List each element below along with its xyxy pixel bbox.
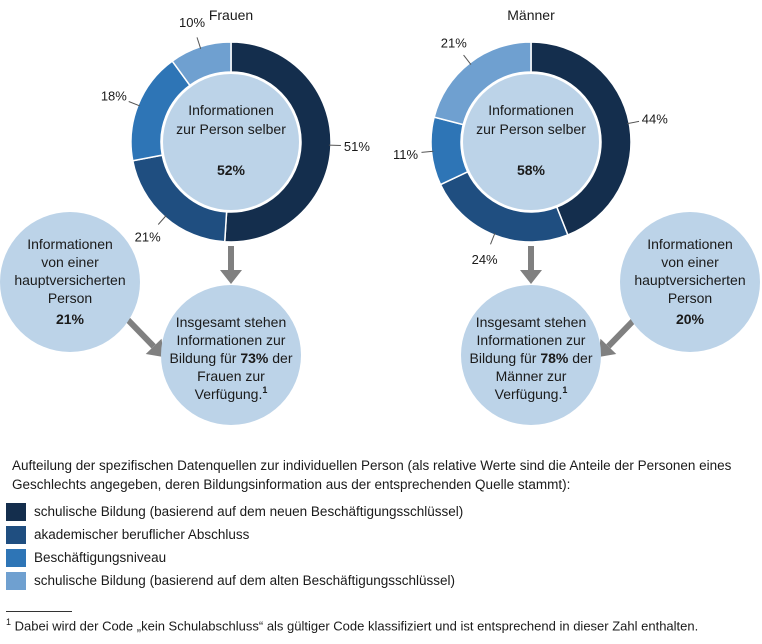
center-label: Informationen [188,102,274,118]
legend [6,456,751,592]
legend-swatch [6,549,26,567]
center-label: zur Person selber [176,121,286,137]
side-bubble-label: hauptversicherten [14,272,126,288]
legend-swatch [6,572,26,590]
legend-label: Beschäftigungsniveau [34,550,167,565]
side-bubble-label: Informationen [647,236,733,252]
legend-item [6,569,751,592]
side-bubble-label: hauptversicherten [634,272,746,288]
slice-label: 21% [134,229,161,245]
footnote-rule [6,611,72,612]
arrow-head [520,270,542,284]
result-percent: 78% [540,350,569,366]
footnote-mark: 1 [562,385,568,395]
side-bubble-label: von einer [661,254,719,270]
result-line: Insgesamt stehen [175,314,287,330]
slice-label: 24% [471,252,498,268]
slice-label: 18% [100,88,127,104]
legend-intro: Aufteilung der spezifischen Datenquellen zur individuellen Person (als relative Werte sind die Anteile der Personen eines Geschlechts angegeben, deren Bildungsinformation aus der entsprechenden Quelle stammt): [12,458,732,492]
center-value: 52% [216,162,246,178]
slice-label: 10% [179,15,206,31]
center-label: Informationen [488,102,574,118]
result-line [170,350,293,366]
result-line: Informationen zur [176,332,286,348]
inner-circle [463,74,599,210]
footnote-mark: 1 [262,385,268,395]
result-text: der [568,350,593,366]
legend-label: schulische Bildung (basierend auf dem alten Beschäftigungsschlüssel) [34,573,455,588]
inner-circle [163,74,299,210]
result-percent: 73% [240,350,269,366]
footnote [6,617,698,633]
center-value: 58% [516,162,546,178]
result-line: Insgesamt stehen [475,314,587,330]
result-text: Bildung für [169,350,241,366]
result-line: Informationen zur [476,332,586,348]
leader-line [464,55,471,64]
legend-item [6,546,751,569]
result-line: Frauen zur [197,368,265,384]
side-bubble-value: 21% [55,311,85,327]
result-line [495,385,568,402]
slice-label: 44% [641,111,668,127]
result-text: Verfügung. [494,386,563,402]
chart-title: Frauen [208,7,254,23]
chart-title: Männer [507,7,555,23]
footnote-text: Dabei wird der Code „kein Schulabschluss“ als gültiger Code klassifiziert und ist entsprechend in dieser Zahl enthalten. [14,618,699,634]
side-bubble-label: von einer [41,254,99,270]
arrow-side [608,320,634,346]
result-line [195,385,268,402]
legend-item [6,500,751,523]
legend-swatch [6,503,26,521]
side-bubble-label: Person [667,290,713,306]
arrow-side [128,320,154,346]
footnote-mark: 1 [6,617,12,627]
side-bubble-value: 20% [675,311,705,327]
side-bubble-label: Informationen [27,236,113,252]
center-label: zur Person selber [476,121,586,137]
leader-line [158,216,166,225]
arrow-head [220,270,242,284]
donut-slice [431,117,468,184]
result-text: Verfügung. [194,386,263,402]
side-bubble-label: Person [47,290,93,306]
legend-item [6,523,751,546]
slice-label: 51% [343,138,370,154]
result-line [470,350,593,366]
result-text: Bildung für [469,350,541,366]
legend-label: schulische Bildung (basierend auf dem neuen Beschäftigungsschlüssel) [34,504,464,519]
legend-swatch [6,526,26,544]
result-line: Männer zur [495,368,567,384]
slice-label: 11% [393,146,419,162]
result-text: der [268,350,293,366]
slice-label: 21% [440,35,467,51]
legend-label: akademischer beruflicher Abschluss [34,527,250,542]
